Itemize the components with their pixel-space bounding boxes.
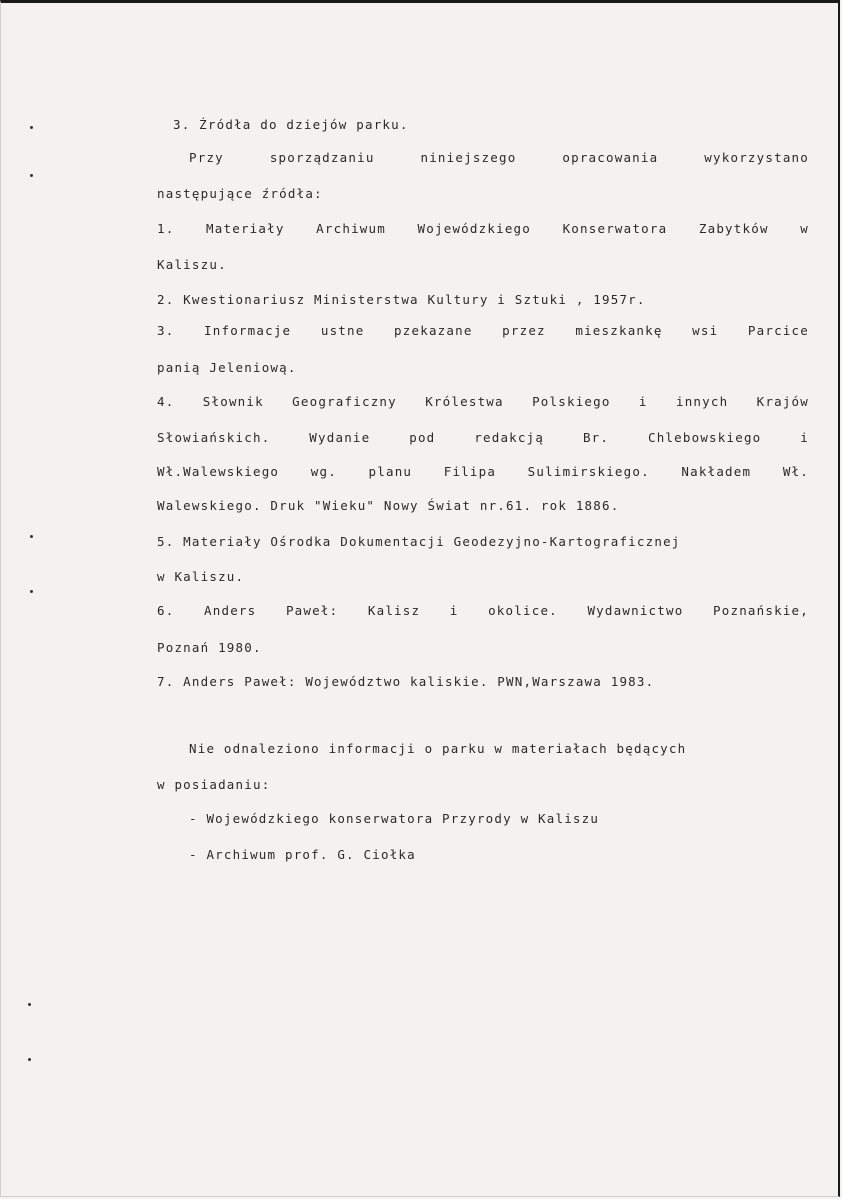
intro-line: Przy sporządzaniu niniejszego opracowania wykorzystano [189, 150, 809, 165]
source-item-5: 5. Materiały Ośrodka Dokumentacji Geodezyjno-Kartograficznej [157, 534, 681, 549]
source-item-4: 4. Słownik Geograficzny Królestwa Polskiego i innych Krajów [157, 394, 809, 409]
note-bullet: - Archiwum prof. G. Ciołka [189, 847, 416, 862]
section-heading: 3. Źródła do dziejów parku. [173, 117, 409, 132]
source-item-4-cont: Walewskiego. Druk "Wieku" Nowy Świat nr.61. rok 1886. [157, 498, 620, 513]
note-bullet: - Wojewódzkiego konserwatora Przyrody w Kaliszu [189, 811, 600, 826]
note-line: Nie odnaleziono informacji o parku w materiałach będących [189, 741, 687, 756]
source-item-6-cont: Poznań 1980. [157, 640, 262, 655]
source-item-4-cont: Wł.Walewskiego wg. planu Filipa Sulimirskiego. Nakładem Wł. [157, 464, 809, 479]
source-item-3-cont: panią Jeleniową. [157, 360, 297, 375]
source-item-1: 1. Materiały Archiwum Wojewódzkiego Konserwatora Zabytków w [157, 221, 809, 236]
note-line: w posiadaniu: [157, 777, 271, 792]
margin-mark [30, 174, 33, 177]
margin-mark [30, 126, 33, 129]
source-item-3: 3. Informacje ustne pzekazane przez mieszkankę wsi Parcice [157, 323, 809, 338]
margin-mark [30, 590, 33, 593]
intro-line: następujące źródła: [157, 186, 323, 201]
source-item-5-cont: w Kaliszu. [157, 569, 245, 584]
source-item-1-cont: Kaliszu. [157, 257, 227, 272]
margin-mark [28, 1003, 31, 1006]
source-item-4-cont: Słowiańskich. Wydanie pod redakcją Br. Chlebowskiego i [157, 430, 809, 445]
margin-mark [28, 1058, 31, 1061]
source-item-6: 6. Anders Paweł: Kalisz i okolice. Wydawnictwo Poznańskie, [157, 603, 809, 618]
margin-mark [30, 535, 33, 538]
source-item-2: 2. Kwestionariusz Ministerstwa Kultury i Sztuki , 1957r. [157, 292, 646, 307]
source-item-7: 7. Anders Paweł: Województwo kaliskie. PWN,Warszawa 1983. [157, 674, 655, 689]
